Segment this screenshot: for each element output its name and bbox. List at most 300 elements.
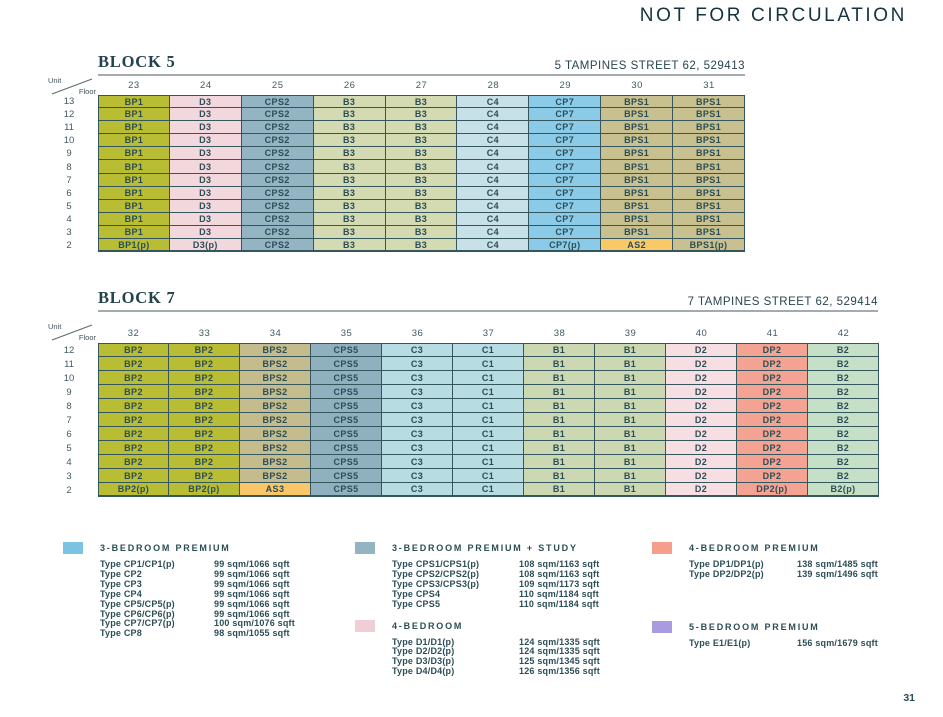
unit-cell: B2 — [808, 371, 879, 385]
unit-cell: B1 — [595, 385, 666, 399]
unit-cell: B2 — [808, 455, 879, 469]
unit-cell: B1 — [595, 413, 666, 427]
legend-group-title: 4-BEDROOM PREMIUM — [689, 543, 820, 553]
legend-item-size: 125 sqm/1345 sqft — [519, 656, 600, 667]
unit-cell: DP2 — [737, 455, 808, 469]
legend-group-title: 3-BEDROOM PREMIUM + STUDY — [392, 543, 578, 553]
unit-cell: C3 — [382, 441, 453, 455]
unit-cell: BP2 — [98, 469, 169, 483]
legend-group-title: 5-BEDROOM PREMIUM — [689, 621, 820, 632]
unit-cell: B1 — [595, 427, 666, 441]
unit-cell: BPS1 — [601, 134, 673, 147]
unit-cell: C4 — [457, 239, 529, 252]
unit-cell: C1 — [453, 483, 524, 497]
legend-item-size: 138 sqm/1485 sqft — [797, 559, 878, 569]
unit-cell: C3 — [382, 399, 453, 413]
unit-cell: B2 — [808, 399, 879, 413]
unit-cell: B3 — [386, 147, 458, 160]
legend-item-size: 139 sqm/1496 sqft — [797, 568, 878, 579]
unit-number-header: 34 — [269, 328, 282, 339]
legend-item — [689, 570, 937, 580]
unit-cell: C4 — [457, 187, 529, 200]
unit-cell: BP2 — [98, 399, 169, 413]
unit-cell: BP2 — [98, 455, 169, 469]
legend-item-type: Type CP8 — [100, 628, 142, 639]
legend-item-type: Type CP7/CP7(p) — [100, 618, 175, 629]
unit-cell: BPS1 — [673, 160, 745, 173]
block7-address: 7 TAMPINES STREET 62, 529414 — [687, 296, 878, 308]
unit-cell: DP2 — [737, 469, 808, 483]
unit-cell: C3 — [382, 371, 453, 385]
unit-cell: BPS1 — [673, 95, 745, 108]
legend-item-size: 126 sqm/1356 sqft — [519, 666, 600, 677]
unit-cell: BPS1 — [601, 160, 673, 173]
unit-cell: BP2 — [169, 455, 240, 469]
unit-cell: B1 — [595, 469, 666, 483]
unit-cell: BPS1 — [601, 108, 673, 121]
legend-items — [652, 560, 937, 580]
unit-cell: BPS2 — [240, 399, 311, 413]
unit-cell: D2 — [666, 427, 737, 441]
legend-item-type: Type CP6/CP6(p) — [100, 608, 175, 619]
unit-cell: D3 — [170, 226, 242, 239]
unit-cell: D2 — [666, 371, 737, 385]
unit-cell: D3 — [170, 147, 242, 160]
unit-cell: BP1 — [98, 187, 170, 200]
legend-item-type: Type CP1/CP1(p) — [100, 559, 175, 569]
floor-label: 11 — [64, 122, 74, 134]
unit-cell: CPS2 — [242, 147, 314, 160]
legend-title-row — [63, 542, 355, 554]
unit-number-header: 40 — [695, 328, 708, 339]
unit-cell: BP2 — [169, 413, 240, 427]
legend-item-type: Type D1/D1(p) — [392, 636, 455, 647]
unit-cell: BP2 — [169, 385, 240, 399]
unit-cell: B3 — [386, 95, 458, 108]
unit-cell: D3 — [170, 160, 242, 173]
legend-item-type: Type CP4 — [100, 588, 142, 599]
unit-cell: B1 — [524, 469, 595, 483]
unit-cell: BPS1 — [673, 187, 745, 200]
corner-floor-label: Floor — [78, 87, 96, 96]
unit-cell: BPS1 — [601, 200, 673, 213]
unit-cell: CPS2 — [242, 187, 314, 200]
legend-swatch — [63, 542, 83, 554]
unit-cell: CPS2 — [242, 213, 314, 226]
unit-cell: BPS2 — [240, 427, 311, 441]
unit-cell: BPS1 — [601, 226, 673, 239]
legend-items — [652, 639, 937, 649]
unit-cell: BP2 — [169, 357, 240, 371]
unit-cell: D3 — [170, 174, 242, 187]
unit-cell: D2 — [666, 455, 737, 469]
legend-item-type: Type CP2 — [100, 568, 142, 579]
unit-cell: B1 — [524, 427, 595, 441]
legend-item-size: 100 sqm/1076 sqft — [214, 618, 295, 629]
unit-cell: BPS1(p) — [673, 239, 745, 252]
legend-item-size: 108 sqm/1163 sqft — [519, 559, 600, 569]
unit-cell: BP1(p) — [98, 239, 170, 252]
floor-label: 7 — [66, 174, 72, 186]
unit-cell: D2 — [666, 399, 737, 413]
unit-cell: BP1 — [98, 121, 170, 134]
legend-items — [355, 638, 647, 678]
unit-number-header: 37 — [482, 328, 495, 339]
legend-item — [100, 629, 355, 639]
unit-cell: BP2 — [169, 371, 240, 385]
unit-cell: B3 — [386, 134, 458, 147]
unit-cell: BPS2 — [240, 413, 311, 427]
block5-title: BLOCK 5 — [98, 52, 176, 71]
block5-divider — [98, 74, 745, 76]
unit-cell: DP2 — [737, 371, 808, 385]
unit-cell: BP2 — [98, 441, 169, 455]
unit-number-header: 24 — [200, 80, 212, 91]
unit-cell: D3 — [170, 187, 242, 200]
unit-cell: C1 — [453, 441, 524, 455]
unit-cell: B3 — [386, 187, 458, 200]
legend-items — [355, 560, 647, 610]
unit-cell: CP7 — [529, 121, 601, 134]
unit-cell: DP2 — [737, 441, 808, 455]
floor-label: 3 — [66, 470, 72, 482]
page-number: 31 — [903, 692, 915, 704]
unit-cell: DP2 — [737, 427, 808, 441]
unit-cell: B1 — [595, 371, 666, 385]
legend-item-size: 156 sqm/1679 sqft — [797, 637, 878, 648]
legend-title-row — [355, 620, 647, 632]
unit-cell: B3 — [386, 239, 458, 252]
legend-item-type: Type E1/E1(p) — [689, 637, 751, 648]
unit-cell: D3 — [170, 108, 242, 121]
unit-cell: CPS5 — [311, 385, 382, 399]
unit-number-header: 27 — [415, 80, 428, 91]
legend-item-size: 124 sqm/1335 sqft — [519, 636, 600, 647]
floor-label: 2 — [66, 484, 72, 496]
unit-cell: BPS2 — [240, 455, 311, 469]
legend-group-title: 3-BEDROOM PREMIUM — [100, 543, 231, 553]
unit-cell: BPS1 — [601, 121, 673, 134]
unit-cell: BPS2 — [240, 469, 311, 483]
unit-cell: D2 — [666, 357, 737, 371]
floor-label: 6 — [66, 187, 72, 199]
unit-cell: C3 — [382, 483, 453, 497]
block7-divider — [98, 310, 878, 312]
legend-item-size: 124 sqm/1335 sqft — [519, 646, 600, 657]
unit-cell: B3 — [386, 226, 458, 239]
unit-cell: B1 — [595, 455, 666, 469]
unit-cell: B3 — [386, 108, 458, 121]
unit-cell: BPS1 — [673, 213, 745, 226]
unit-cell: BP2 — [169, 441, 240, 455]
unit-cell: CPS2 — [242, 226, 314, 239]
unit-cell: B3 — [314, 174, 386, 187]
unit-cell: BPS1 — [601, 174, 673, 187]
unit-cell: B3 — [314, 108, 386, 121]
unit-cell: BP2 — [98, 371, 169, 385]
unit-cell: C3 — [382, 427, 453, 441]
unit-cell: CP7 — [529, 134, 601, 147]
unit-cell: D3(p) — [170, 239, 242, 252]
unit-cell: BPS1 — [673, 121, 745, 134]
legend-item-type: Type CPS5 — [392, 598, 441, 609]
unit-cell: C4 — [457, 213, 529, 226]
unit-cell: C4 — [457, 200, 529, 213]
floor-label: 5 — [66, 200, 72, 212]
legend-item — [392, 600, 647, 610]
unit-cell: CPS2 — [242, 95, 314, 108]
legend-items — [63, 560, 355, 639]
not-for-circulation-watermark: NOT FOR CIRCULATION — [639, 5, 907, 26]
legend-item-size: 110 sqm/1184 sqft — [519, 598, 599, 609]
unit-cell: BP1 — [98, 174, 170, 187]
unit-cell: C1 — [453, 427, 524, 441]
floor-label: 3 — [66, 226, 72, 238]
unit-cell: BPS2 — [240, 357, 311, 371]
unit-cell: BP2 — [169, 399, 240, 413]
unit-cell: C4 — [457, 160, 529, 173]
legend-item-type: Type CPS1/CPS1(p) — [392, 559, 480, 569]
unit-cell: BPS1 — [601, 213, 673, 226]
unit-number-header: 33 — [198, 328, 211, 339]
unit-cell: CPS5 — [311, 343, 382, 357]
unit-cell: BPS1 — [601, 95, 673, 108]
legend-item-type: Type D3/D3(p) — [392, 656, 455, 667]
unit-cell: B1 — [524, 399, 595, 413]
unit-cell: BPS1 — [601, 187, 673, 200]
unit-cell: BP2 — [169, 427, 240, 441]
legend-item — [689, 639, 937, 649]
unit-cell: BP1 — [98, 108, 170, 121]
unit-cell: CPS5 — [311, 455, 382, 469]
unit-number-header: 31 — [703, 80, 715, 91]
legend-item-type: Type CPS3/CPS3(p) — [392, 578, 480, 589]
legend-item-type: Type CPS4 — [392, 588, 441, 599]
floor-label: 4 — [66, 456, 72, 468]
unit-cell: CP7 — [529, 108, 601, 121]
legend-item-size: 108 sqm/1163 sqft — [519, 568, 600, 579]
unit-cell: D3 — [170, 213, 242, 226]
unit-cell: CPS5 — [311, 399, 382, 413]
unit-cell: B1 — [524, 483, 595, 497]
unit-cell: CPS5 — [311, 469, 382, 483]
legend-item-size: 99 sqm/1066 sqft — [214, 588, 290, 599]
unit-cell: B2 — [808, 413, 879, 427]
unit-cell: B1 — [595, 343, 666, 357]
legend-swatch — [355, 620, 375, 632]
legend-group-title: 4-BEDROOM — [392, 620, 464, 631]
unit-number-header: 25 — [271, 80, 284, 91]
unit-cell: B1 — [595, 399, 666, 413]
floor-label: 11 — [64, 358, 74, 370]
unit-cell: B2 — [808, 441, 879, 455]
unit-cell: DP2 — [737, 385, 808, 399]
legend-item-size: 98 sqm/1055 sqft — [214, 628, 290, 639]
unit-cell: BP1 — [98, 226, 170, 239]
legend-item-type: Type DP2/DP2(p) — [689, 568, 764, 579]
unit-cell: D2 — [666, 441, 737, 455]
legend-item-size: 99 sqm/1066 sqft — [214, 598, 290, 609]
unit-cell: CP7 — [529, 187, 601, 200]
unit-cell: C1 — [453, 469, 524, 483]
unit-cell: B1 — [524, 413, 595, 427]
unit-cell: B1 — [595, 441, 666, 455]
unit-cell: B3 — [386, 160, 458, 173]
unit-cell: BP2 — [98, 343, 169, 357]
unit-cell: C4 — [457, 134, 529, 147]
unit-number-header: 32 — [127, 328, 140, 339]
unit-cell: CPS5 — [311, 483, 382, 497]
unit-cell: B3 — [386, 174, 458, 187]
unit-cell: BP1 — [98, 134, 170, 147]
unit-cell: B3 — [314, 147, 386, 160]
unit-cell: CPS5 — [311, 371, 382, 385]
unit-cell: CPS2 — [242, 134, 314, 147]
unit-cell: C1 — [453, 371, 524, 385]
legend-group — [355, 542, 647, 610]
unit-cell: BP2(p) — [98, 483, 169, 497]
unit-number-header: 41 — [766, 328, 779, 339]
unit-cell: AS3 — [240, 483, 311, 497]
unit-cell: D2 — [666, 483, 737, 497]
unit-cell: DP2 — [737, 399, 808, 413]
legend-item-type: Type CP5/CP5(p) — [100, 598, 175, 609]
unit-cell: CP7 — [529, 160, 601, 173]
unit-cell: C1 — [453, 455, 524, 469]
unit-cell: B1 — [595, 357, 666, 371]
unit-cell: C1 — [453, 385, 524, 399]
unit-cell: D3 — [170, 134, 242, 147]
unit-cell: B2 — [808, 427, 879, 441]
unit-cell: B3 — [314, 226, 386, 239]
unit-cell: DP2 — [737, 343, 808, 357]
unit-cell: CPS2 — [242, 200, 314, 213]
unit-number-header: 35 — [340, 328, 353, 339]
floor-label: 9 — [66, 386, 72, 398]
unit-cell: C4 — [457, 147, 529, 160]
unit-cell: CPS2 — [242, 160, 314, 173]
unit-cell: B3 — [386, 121, 458, 134]
legend-item-size: 99 sqm/1066 sqft — [214, 608, 290, 619]
unit-cell: CP7 — [529, 226, 601, 239]
floor-label: 10 — [63, 372, 75, 384]
unit-cell: B1 — [524, 385, 595, 399]
legend-title-row — [652, 621, 937, 633]
block7-header — [98, 286, 878, 308]
unit-cell: C4 — [457, 121, 529, 134]
unit-cell: CP7(p) — [529, 239, 601, 252]
floor-label: 10 — [63, 135, 75, 147]
unit-cell: CPS2 — [242, 121, 314, 134]
legend-title-row — [652, 542, 937, 554]
legend-column-left — [63, 542, 355, 639]
unit-cell: C3 — [382, 343, 453, 357]
unit-number-header: 30 — [631, 80, 643, 91]
floor-label: 9 — [66, 148, 72, 160]
block7-title: BLOCK 7 — [98, 288, 176, 307]
unit-cell: B3 — [386, 213, 458, 226]
unit-cell: B1 — [595, 483, 666, 497]
floor-label: 13 — [63, 96, 75, 108]
legend-item-type: Type D4/D4(p) — [392, 666, 455, 677]
unit-number-header: 38 — [553, 328, 566, 339]
unit-cell: B3 — [386, 200, 458, 213]
legend-swatch — [652, 542, 672, 554]
unit-cell: BPS1 — [673, 200, 745, 213]
unit-cell: C3 — [382, 455, 453, 469]
floor-label: 12 — [63, 109, 75, 121]
unit-number-header: 29 — [559, 80, 572, 91]
unit-cell: DP2(p) — [737, 483, 808, 497]
unit-cell: B3 — [314, 239, 386, 252]
unit-cell: D3 — [170, 95, 242, 108]
unit-cell: BPS1 — [673, 174, 745, 187]
unit-cell: B3 — [314, 134, 386, 147]
legend-item-size: 99 sqm/1066 sqft — [214, 559, 290, 569]
unit-cell: BP1 — [98, 200, 170, 213]
unit-cell: BPS1 — [673, 108, 745, 121]
unit-cell: BP1 — [98, 213, 170, 226]
unit-cell: D3 — [170, 200, 242, 213]
unit-number-header: 39 — [624, 328, 637, 339]
unit-cell: BPS2 — [240, 385, 311, 399]
unit-cell: BPS2 — [240, 371, 311, 385]
unit-cell: B1 — [524, 455, 595, 469]
unit-cell: B3 — [314, 160, 386, 173]
unit-cell: BPS1 — [601, 147, 673, 160]
unit-cell: BP2 — [98, 413, 169, 427]
unit-cell: BP2 — [98, 357, 169, 371]
unit-cell: BPS2 — [240, 441, 311, 455]
unit-cell: B2 — [808, 385, 879, 399]
legend-item-size: 109 sqm/1173 sqft — [519, 578, 600, 589]
unit-number-header: 26 — [343, 80, 356, 91]
unit-cell: D2 — [666, 469, 737, 483]
corner-unit-label: Unit — [48, 322, 62, 331]
corner-spacer — [40, 314, 98, 343]
legend-swatch — [355, 542, 375, 554]
block7-stack-table — [40, 314, 879, 497]
unit-cell: BP2(p) — [169, 483, 240, 497]
legend-item-type: Type DP1/DP1(p) — [689, 559, 764, 569]
unit-cell: C1 — [453, 399, 524, 413]
unit-cell: C1 — [453, 343, 524, 357]
unit-cell: BPS1 — [673, 134, 745, 147]
unit-cell: AS2 — [601, 239, 673, 252]
unit-cell: CP7 — [529, 213, 601, 226]
unit-cell: C3 — [382, 413, 453, 427]
unit-cell: CP7 — [529, 200, 601, 213]
unit-cell: CPS2 — [242, 174, 314, 187]
block5-header — [98, 50, 745, 72]
unit-cell: C3 — [382, 357, 453, 371]
unit-cell: BP2 — [98, 427, 169, 441]
unit-cell: B2(p) — [808, 483, 879, 497]
legend-item-type: Type CP3 — [100, 578, 142, 589]
corner-unit-label: Unit — [48, 76, 62, 85]
unit-cell: D3 — [170, 121, 242, 134]
unit-number-header: 42 — [837, 328, 850, 339]
legend-item-type: Type D2/D2(p) — [392, 646, 455, 657]
unit-cell: C3 — [382, 385, 453, 399]
unit-cell: CPS5 — [311, 441, 382, 455]
floor-label: 4 — [66, 213, 72, 225]
legend-group — [63, 542, 355, 639]
unit-cell: C4 — [457, 95, 529, 108]
unit-cell: CPS2 — [242, 108, 314, 121]
unit-cell: BP2 — [169, 469, 240, 483]
unit-cell: CP7 — [529, 174, 601, 187]
